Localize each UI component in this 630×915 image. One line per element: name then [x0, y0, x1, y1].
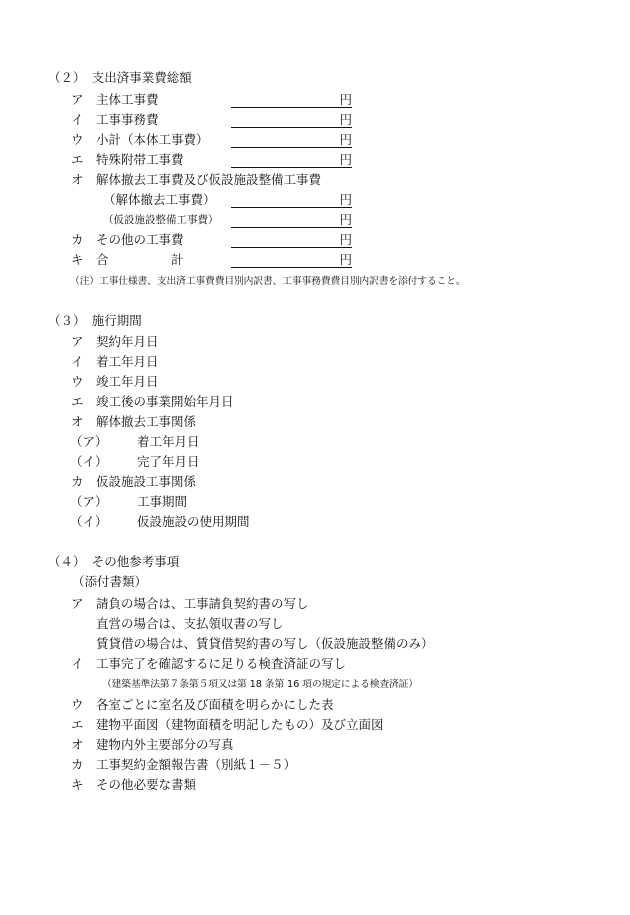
item-marker: キ	[71, 777, 84, 792]
item-label: その他必要な書類	[96, 777, 197, 792]
amount-blank	[231, 92, 352, 108]
item-note: （建築基準法第７条第５項又は第 18 条第 16 項の規定による検査済証）	[102, 679, 418, 690]
yen-unit: 円	[339, 112, 352, 127]
item-marker: エ	[71, 717, 84, 732]
item-marker: ウ	[71, 132, 84, 147]
yen-unit: 円	[339, 132, 352, 147]
item-marker: オ	[71, 414, 84, 429]
amount-blank	[231, 232, 352, 248]
item-label: 直営の場合は、支払領収書の写し	[96, 616, 284, 631]
item-label: 小計（本体工事費）	[96, 132, 209, 147]
item-marker: ア	[71, 92, 84, 107]
sub-item-marker: （イ）	[70, 454, 108, 469]
item-label: 工事完了を確認するに足りる検査済証の写し	[96, 656, 347, 671]
item-label: 契約年月日	[96, 334, 159, 349]
amount-blank	[231, 152, 352, 168]
item-marker: オ	[71, 737, 84, 752]
item-label: 解体撤去工事費及び仮設施設整備工事費	[96, 172, 322, 187]
section-2-heading: （２） 支出済事業費総額	[48, 70, 192, 85]
item-label: 解体撤去工事関係	[96, 414, 197, 429]
yen-unit: 円	[339, 92, 352, 107]
item-label: 着工年月日	[96, 354, 159, 369]
amount-blank	[231, 112, 352, 128]
amount-blank	[231, 252, 352, 268]
item-marker: カ	[71, 232, 84, 247]
item-marker: エ	[71, 394, 84, 409]
sub-item-marker: （ア）	[70, 494, 108, 509]
amount-blank	[231, 132, 352, 148]
yen-unit: 円	[339, 192, 352, 207]
section-4-subheading: （添付書類）	[72, 574, 148, 589]
item-marker: カ	[71, 474, 84, 489]
item-label: 建物平面図（建物面積を明記したもの）及び立面図	[96, 717, 384, 732]
item-label: 主体工事費	[96, 92, 159, 107]
item-label: 賃貸借の場合は、賃貸借契約書の写し（仮設施設整備のみ）	[96, 636, 434, 651]
section-2-note: （注）工事仕様書、支出済工事費費目別内訳書、工事事務費費目別内訳書を添付すること。	[70, 276, 466, 287]
item-label: 各室ごとに室名及び面積を明らかにした表	[96, 697, 334, 712]
item-label: 工事事務費	[96, 112, 159, 127]
yen-unit: 円	[339, 232, 352, 247]
sub-item-label: 着工年月日	[137, 434, 200, 449]
sub-item-label: 仮設施設の使用期間	[137, 514, 250, 529]
item-marker: ア	[71, 334, 84, 349]
item-label: 建物内外主要部分の写真	[96, 737, 234, 752]
item-label: 請負の場合は、工事請負契約書の写し	[96, 596, 309, 611]
yen-unit: 円	[339, 212, 352, 227]
item-marker: ウ	[71, 374, 84, 389]
sub-item-label: 工事期間	[137, 494, 188, 509]
section-3-heading: （３） 施行期間	[48, 313, 142, 328]
amount-blank	[231, 192, 352, 208]
item-marker: イ	[71, 354, 84, 369]
item-marker: ア	[71, 596, 84, 611]
sub-item-marker: （ア）	[70, 434, 108, 449]
item-marker: エ	[71, 152, 84, 167]
item-label: その他の工事費	[96, 232, 184, 247]
item-marker: キ	[71, 252, 84, 267]
item-marker: イ	[71, 112, 84, 127]
item-label: 仮設施設工事関係	[96, 474, 197, 489]
item-label: （解体撤去工事費）	[103, 192, 216, 207]
yen-unit: 円	[339, 152, 352, 167]
item-label: 竣工後の事業開始年月日	[96, 394, 234, 409]
sub-item-marker: （イ）	[70, 514, 108, 529]
amount-blank	[231, 212, 352, 228]
item-label: 竣工年月日	[96, 374, 159, 389]
section-4-heading: （４） その他参考事項	[48, 554, 180, 569]
yen-unit: 円	[339, 252, 352, 267]
item-label: 合 計	[96, 252, 184, 267]
item-marker: ウ	[71, 697, 84, 712]
item-marker: カ	[71, 757, 84, 772]
item-marker: オ	[71, 172, 84, 187]
sub-item-label: 完了年月日	[137, 454, 200, 469]
item-label: 特殊附帯工事費	[96, 152, 184, 167]
item-marker: イ	[71, 656, 84, 671]
item-label: 工事契約金額報告書（別紙１－５）	[96, 757, 297, 772]
item-label: （仮設施設整備工事費）	[103, 214, 219, 226]
